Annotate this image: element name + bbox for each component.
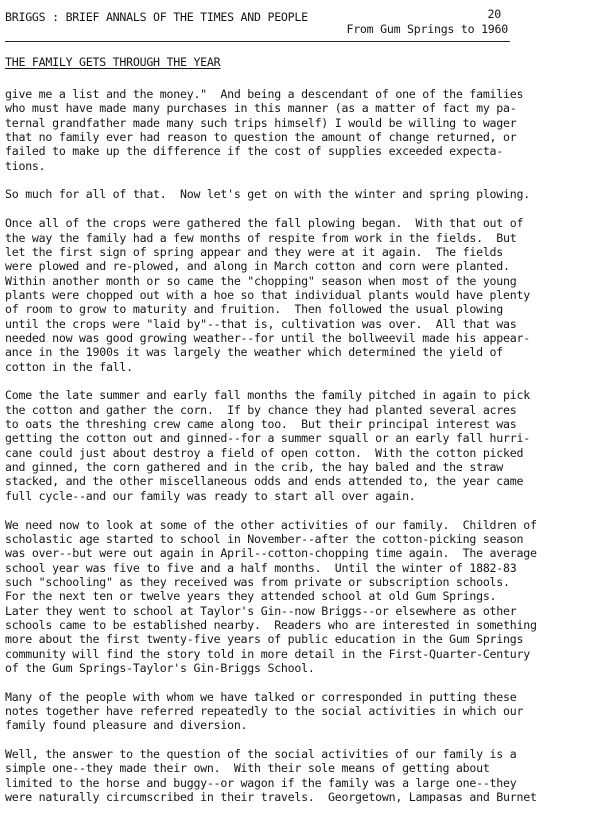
page-header [5,7,510,39]
text-line: to oats the threshing crew came along too. But their principal interest was [5,417,517,432]
paragraph [5,216,597,374]
text-line: stacked, and the other miscellaneous odds and ends attended to, the year came [5,474,524,489]
text-line: So much for all of that. Now let's get on with the winter and spring plowing. [5,187,530,202]
text-line: failed to make up the difference if the cost of supplies exceeded expecta- [5,144,504,159]
text-line: plants were chopped out with a hoe so that individual plants would have plenty [5,287,530,302]
text-line: was over--but were out again in April--cotton-chopping time again. The average [5,546,537,561]
text-line: the way the family had a few months of respite from work in the fields. But [5,230,517,245]
text-line: such "schooling" as they received was from private or subscription schools. [5,574,510,589]
text-line: scholastic age started to school in November--after the cotton-picking season [5,531,524,546]
paragraph [5,518,597,676]
page-number: 20 [487,7,501,21]
paragraph [5,87,597,173]
text-line: let the first sign of spring appear and they were at it again. The fields [5,244,504,259]
text-line: full cycle--and our family was ready to start all over again. [5,488,416,503]
text-line: schools came to be established nearby. Readers who are interested in something [5,617,537,632]
text-line: cane could just about destroy a field of open cotton. With the cotton picked [5,445,524,460]
text-line: Later they went to school at Taylor's Gin--now Briggs--or elsewhere as other [5,603,517,618]
text-line: Once all of the crops were gathered the fall plowing began. With that out of [5,216,524,231]
text-line: were plowed and re-plowed, and along in March cotton and corn were planted. [5,259,510,274]
text-line: that no family ever had reason to question the amount of change returned, or [5,130,517,145]
text-line: school year was five to five and a half months. Until the winter of 1882-83 [5,560,517,575]
text-line: Many of the people with whom we have talked or corresponded in putting these [5,689,517,704]
text-line: ternal grandfather made many such trips himself) I would be willing to wager [5,115,517,130]
paragraph [5,690,597,733]
text-line: community will find the story told in more detail in the First-Quarter-Century [5,646,530,661]
text-line: more about the first twenty-five years of public education in the Gum Springs [5,632,524,647]
text-line: who must have made many purchases in this manner (as a matter of fact my pa- [5,101,517,116]
paragraph [5,187,597,201]
text-line: ance in the 1900s it was largely the weather which determined the yield of [5,345,504,360]
text-line: tions. [5,158,46,173]
text-line: We need now to look at some of the other activities of our family. Children of [5,517,537,532]
text-line: getting the cotton out and ginned--for a summer squall or an early fall hurri- [5,431,530,446]
text-line: simple one--they made their own. With their sole means of getting about [5,761,490,776]
text-line: Well, the answer to the question of the social activities of our family is a [5,747,517,762]
paragraph [5,388,597,503]
text-line: and ginned, the corn gathered and in the crib, the hay baled and the straw [5,460,504,475]
text-line: Come the late summer and early fall months the family pitched in again to pick [5,388,530,403]
text-line: limited to the horse and buggy--or wagon if the family was a large one--they [5,775,517,790]
text-line: give me a list and the money." And being a descendant of one of the families [5,87,524,101]
running-title: BRIGGS : BRIEF ANNALS OF THE TIMES AND PEOPLE [5,10,308,24]
text-line: needed now was good growing weather--for until the bollweevil made his appear- [5,330,530,345]
paragraph [5,747,597,804]
text-line: For the next ten or twelve years they attended school at old Gum Springs. [5,589,497,604]
header-rule [5,41,510,42]
text-line: family found pleasure and diversion. [5,718,248,733]
section-title: THE FAMILY GETS THROUGH THE YEAR [5,55,221,69]
text-line: cotton in the fall. [5,359,133,374]
text-line: the cotton and gather the corn. If by chance they had planted several acres [5,402,517,417]
text-line: notes together have referred repeatedly to the social activities in which our [5,704,524,719]
text-line: of the Gum Springs-Taylor's Gin-Briggs School. [5,660,315,675]
text-line: of room to grow to maturity and fruition. Then followed the usual plowing [5,302,504,317]
text-line: were naturally circumscribed in their travels. Georgetown, Lampasas and Burnet [5,790,537,805]
running-subtitle: From Gum Springs to 1960 [346,22,508,36]
text-line: until the crops were "laid by"--that is, cultivation was over. All that was [5,316,517,331]
text-line: Within another month or so came the "chopping" season when most of the young [5,273,517,288]
body-text [5,87,597,819]
